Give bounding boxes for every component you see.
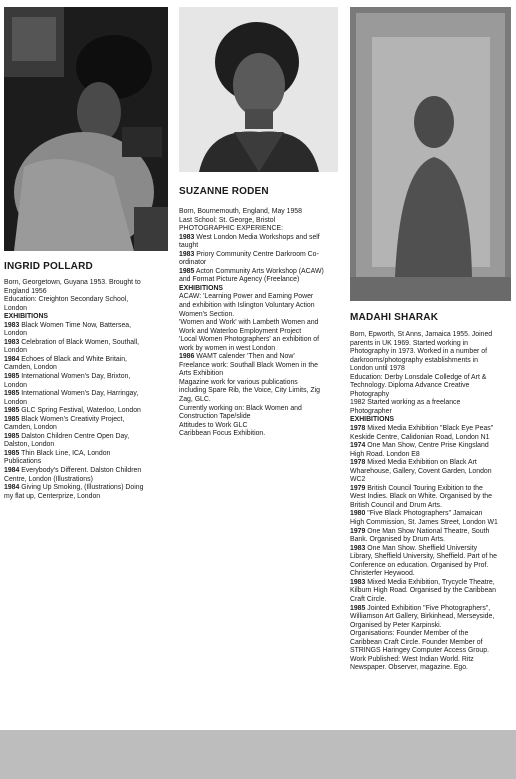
bio-line	[179, 302, 347, 311]
line-text: Echoes of Black and White Britain,	[19, 355, 127, 363]
bio-line	[350, 442, 515, 451]
line-text: West London Media Workshops and self	[194, 233, 320, 241]
line-text: Photography in 1973. Worked in a number of	[350, 348, 488, 356]
line-text: Library, Sheffield University, Sheffield. Part of he	[350, 553, 497, 561]
bio-line	[179, 251, 347, 260]
line-text: Education: Creighton Secondary School,	[4, 296, 129, 304]
line-text: 'Local Women Photographers' an exhibition of	[179, 336, 320, 344]
year: 1983	[179, 250, 195, 258]
photo-madahi-sharak	[350, 7, 511, 301]
bio-line	[350, 528, 515, 537]
year: 1985	[179, 267, 195, 275]
line-text: STRINGS Haringey Computer Access Group.	[350, 647, 490, 655]
line-text: London	[4, 347, 27, 355]
bio-line	[350, 331, 515, 340]
bio-line	[4, 416, 174, 425]
line-text: ACAW: 'Learning Power and Earning Power	[179, 293, 314, 301]
line-text: taught	[179, 242, 199, 250]
line-text: Work and Waterloo Employment Project	[179, 327, 302, 335]
line-text: Dalston Children Centre Open Day,	[19, 432, 130, 440]
bio-line	[350, 382, 515, 391]
line-text: work by women in west London	[179, 344, 276, 352]
line-text: 'Women and Work' with Lambeth Women and	[179, 319, 319, 327]
line-text: Mixed Media Exhibition, Trycycle Theatre,	[365, 578, 495, 586]
line-text: Publications	[4, 458, 42, 466]
line-text: International Women's Day, Brixton,	[19, 373, 131, 381]
line-text: Magazine work for various publications	[179, 378, 298, 386]
bio-line	[179, 208, 347, 217]
line-text: Centre, London (Illustrations)	[4, 475, 93, 483]
bio-line	[350, 365, 515, 374]
bio-line	[179, 234, 347, 243]
line-text: Newspaper. Observer, magazine. Ego.	[350, 664, 468, 672]
bio-line	[4, 450, 174, 459]
year: 1984	[4, 467, 20, 475]
year: 1983	[179, 233, 195, 241]
line-text: Currently working on: Black Women and	[179, 404, 302, 412]
bio-line	[179, 430, 347, 439]
line-text: London	[4, 398, 27, 406]
bio-line	[350, 340, 515, 349]
section-heading	[4, 313, 174, 322]
bio-line	[179, 311, 347, 320]
bio-line	[4, 305, 174, 314]
line-text: High Commission, St. James Street, London W1	[350, 519, 498, 527]
line-text: Last School: St. George, Bristol	[179, 216, 276, 224]
line-text: WAMT calender 'Then and Now'	[194, 353, 295, 361]
heading-text: EXHIBITIONS	[179, 284, 224, 292]
page-bottom-strip	[0, 730, 516, 779]
year: 1986	[179, 353, 195, 361]
line-text: Black Women Time Now, Battersea,	[19, 321, 132, 329]
year: 1985	[350, 604, 366, 612]
bio-line	[350, 399, 515, 408]
bio-line	[179, 345, 347, 354]
line-text: Christerfer Heywood.	[350, 570, 415, 578]
line-text: London	[4, 330, 27, 338]
bio-line	[350, 425, 515, 434]
bio-madahi-sharak	[350, 331, 515, 673]
bio-line	[350, 510, 515, 519]
bio-line	[4, 339, 174, 348]
line-text: my flat up, Centerprize, London	[4, 492, 101, 500]
bio-line	[179, 328, 347, 337]
line-text: ordinator	[179, 259, 207, 267]
line-text: London	[4, 304, 27, 312]
bio-line	[179, 225, 347, 234]
bio-line	[350, 613, 515, 622]
line-text: Arts Exhibition	[179, 370, 224, 378]
bio-line	[179, 336, 347, 345]
year: 1985	[4, 449, 20, 457]
section-heading	[350, 416, 515, 425]
bio-line	[179, 422, 347, 431]
line-text: Born, Georgetown, Guyana 1953. Brought to	[4, 279, 141, 286]
bio-line	[4, 364, 174, 373]
year: 1983	[350, 578, 366, 586]
bio-line	[4, 484, 174, 493]
heading-text: EXHIBITIONS	[4, 313, 49, 321]
year: 1979	[350, 484, 366, 492]
line-text: Camden, London	[4, 424, 57, 432]
line-text: Organisations: Founder Member of the	[350, 630, 469, 638]
year: 1985	[4, 407, 20, 415]
year: 1978	[350, 459, 366, 467]
bio-line	[179, 405, 347, 414]
line-text: PHOTOGRAPHIC EXPERIENCE:	[179, 225, 284, 233]
year: 1985	[4, 432, 20, 440]
bio-line	[4, 467, 174, 476]
line-text: "Five Black Photographers" Jamaican	[365, 510, 483, 518]
year: 1985	[4, 373, 20, 381]
bio-line	[179, 217, 347, 226]
line-text: Jointed Exhibition "Five Photographers",	[365, 604, 491, 612]
bio-line	[350, 553, 515, 562]
line-text: Born, Epworth, St Anns, Jamaica 1955. Joined	[350, 331, 493, 338]
line-text: Conference on education. Organised by Prof.	[350, 561, 489, 569]
bio-line	[350, 493, 515, 502]
bio-line	[179, 353, 347, 362]
line-text: Photographer	[350, 407, 392, 415]
line-text: Thin Black Line, ICA, London	[19, 449, 111, 457]
bio-line	[350, 536, 515, 545]
line-text: Women's Section.	[179, 310, 235, 318]
bio-line	[350, 570, 515, 579]
bio-line	[179, 293, 347, 302]
bio-line	[350, 562, 515, 571]
year: 1979	[350, 527, 366, 535]
bio-line	[179, 319, 347, 328]
bio-line	[350, 374, 515, 383]
line-text: Kilburn High Road. Organised by the Caribbean	[350, 587, 496, 595]
line-text: including Spare Rib, the Voice, City Limits, Zig	[179, 387, 320, 395]
bio-line	[179, 396, 347, 405]
bio-line	[350, 502, 515, 511]
bio-line	[179, 362, 347, 371]
year: 1974	[350, 442, 366, 450]
line-text: Wharehouse, Gallery, Covent Garden, London	[350, 467, 492, 475]
line-text: Dalston, London	[4, 441, 55, 449]
bio-line	[350, 605, 515, 614]
bio-line	[179, 259, 347, 268]
bio-line	[350, 630, 515, 639]
bio-line	[4, 441, 174, 450]
section-heading	[179, 285, 347, 294]
line-text: Williamson Art Gallery, Birkinhead, Merseyside,	[350, 613, 495, 621]
bio-line	[350, 391, 515, 400]
line-text: Organised by Peter Karpinski.	[350, 621, 442, 629]
line-text: London	[4, 381, 27, 389]
photo-suzanne-roden	[179, 7, 338, 172]
bio-line	[4, 399, 174, 408]
year: 1985	[4, 390, 20, 398]
heading-text: EXHIBITIONS	[350, 416, 395, 424]
bio-line	[4, 382, 174, 391]
bio-line	[4, 390, 174, 399]
bio-line	[4, 330, 174, 339]
bio-line	[350, 579, 515, 588]
line-text: Construction Tape/slide	[179, 413, 251, 421]
year: 1983	[4, 338, 20, 346]
bio-line	[4, 407, 174, 416]
bio-line	[4, 433, 174, 442]
bio-line	[350, 459, 515, 468]
bio-line	[4, 424, 174, 433]
bio-line	[4, 322, 174, 331]
line-text: Caribbean Craft Circle. Founder Member of	[350, 638, 483, 646]
bio-line	[4, 279, 174, 288]
year: 1978	[350, 425, 366, 433]
line-text: One Man Show National Theatre, South	[365, 527, 490, 535]
bio-line	[4, 458, 174, 467]
year: 1980	[350, 510, 366, 518]
name-suzanne-roden: SUZANNE RODEN	[179, 186, 269, 197]
line-text: West Indies. Black on White. Organised by the	[350, 493, 492, 501]
bio-line	[4, 476, 174, 485]
line-text: Education: Derby Lonsdale Colledge of Art &	[350, 373, 487, 381]
line-text: parents in UK 1969. Started working in	[350, 339, 468, 347]
bio-line	[179, 387, 347, 396]
bio-line	[179, 276, 347, 285]
bio-line	[4, 493, 174, 502]
bio-line	[179, 242, 347, 251]
bio-line	[4, 288, 174, 297]
line-text: Mixed Media Exhibition on Black Art	[365, 459, 477, 467]
bio-line	[350, 664, 515, 673]
line-text: Photography	[350, 390, 390, 398]
line-text: Bank. Organised by Drum Arts.	[350, 536, 445, 544]
line-text: Technology. Diploma Advance Creative	[350, 382, 470, 390]
line-text: Mixed Media Exhibition "Black Eye Peas"	[365, 425, 494, 433]
bio-ingrid-pollard	[4, 279, 174, 501]
line-text: London until 1978	[350, 365, 405, 373]
name-ingrid-pollard: INGRID POLLARD	[4, 261, 93, 272]
line-text: Caribbean Focus Exhibition.	[179, 430, 266, 438]
line-text: Keskide Centre, Calidonian Road, London N1	[350, 433, 490, 441]
line-text: Priory Community Centre Darkroom Co-	[194, 250, 319, 258]
bio-line	[4, 373, 174, 382]
line-text: Born, Bournemouth, England, May 1958	[179, 208, 302, 215]
line-text: Freelance work: Southall Black Women in the	[179, 361, 318, 369]
bio-line	[350, 468, 515, 477]
line-text: Everybody's Different. Dalston Children	[19, 467, 142, 475]
line-text: England 1956	[4, 287, 47, 295]
line-text: darkrooms/photography establishments in	[350, 356, 478, 364]
bio-line	[4, 347, 174, 356]
year: 1984	[4, 355, 20, 363]
line-text: GLC Spring Festival, Waterloo, London	[19, 407, 141, 415]
bio-line	[350, 596, 515, 605]
year: 1983	[350, 544, 366, 552]
bio-line	[4, 296, 174, 305]
line-text: One Man Show. Sheffield University	[365, 544, 478, 552]
line-text: One Man Show, Centre Prise Kingsland	[365, 442, 489, 450]
bio-line	[350, 485, 515, 494]
bio-line	[350, 451, 515, 460]
bio-line	[350, 587, 515, 596]
line-text: 1982 Started working as a freelance	[350, 399, 461, 407]
name-madahi-sharak: MADAHI SHARAK	[350, 312, 439, 323]
bio-suzanne-roden	[179, 208, 347, 439]
bio-line	[179, 379, 347, 388]
bio-line	[179, 268, 347, 277]
year: 1985	[4, 415, 20, 423]
bio-line	[350, 639, 515, 648]
line-text: Craft Circle.	[350, 595, 387, 603]
year: 1984	[4, 484, 20, 492]
line-text: Acton Community Arts Workshop (ACAW)	[194, 267, 324, 275]
line-text: British Council and Drum Arts.	[350, 501, 442, 509]
line-text: British Council Touring Exibition to the	[365, 484, 483, 492]
line-text: WC2	[350, 476, 366, 484]
line-text: Celebration of Black Women, Southall,	[19, 338, 140, 346]
bio-line	[350, 348, 515, 357]
line-text: Giving Up Smoking, (Illustrations) Doing	[19, 484, 144, 492]
bio-line	[179, 413, 347, 422]
bio-line	[179, 370, 347, 379]
line-text: High Road. London E8	[350, 450, 420, 458]
line-text: International Women's Day, Harringay,	[19, 390, 139, 398]
bio-line	[350, 476, 515, 485]
bio-line	[350, 545, 515, 554]
photo-ingrid-pollard	[4, 7, 168, 251]
bio-line	[350, 408, 515, 417]
bio-line	[350, 647, 515, 656]
bio-line	[350, 622, 515, 631]
line-text: Zag, GLC.	[179, 396, 211, 404]
line-text: Work Published: West Indian World. Ritz	[350, 655, 474, 663]
line-text: Black Women's Creativity Project,	[19, 415, 125, 423]
line-text: Attitudes to Work GLC	[179, 421, 248, 429]
year: 1983	[4, 321, 20, 329]
bio-line	[350, 656, 515, 665]
bio-line	[4, 356, 174, 365]
bio-line	[350, 519, 515, 528]
line-text: and exhibition with Islington Voluntary Action	[179, 302, 315, 310]
bio-line	[350, 357, 515, 366]
line-text: Camden, London	[4, 364, 57, 372]
bio-line	[350, 434, 515, 443]
line-text: and Format Picture Agency (Freelance)	[179, 276, 300, 284]
